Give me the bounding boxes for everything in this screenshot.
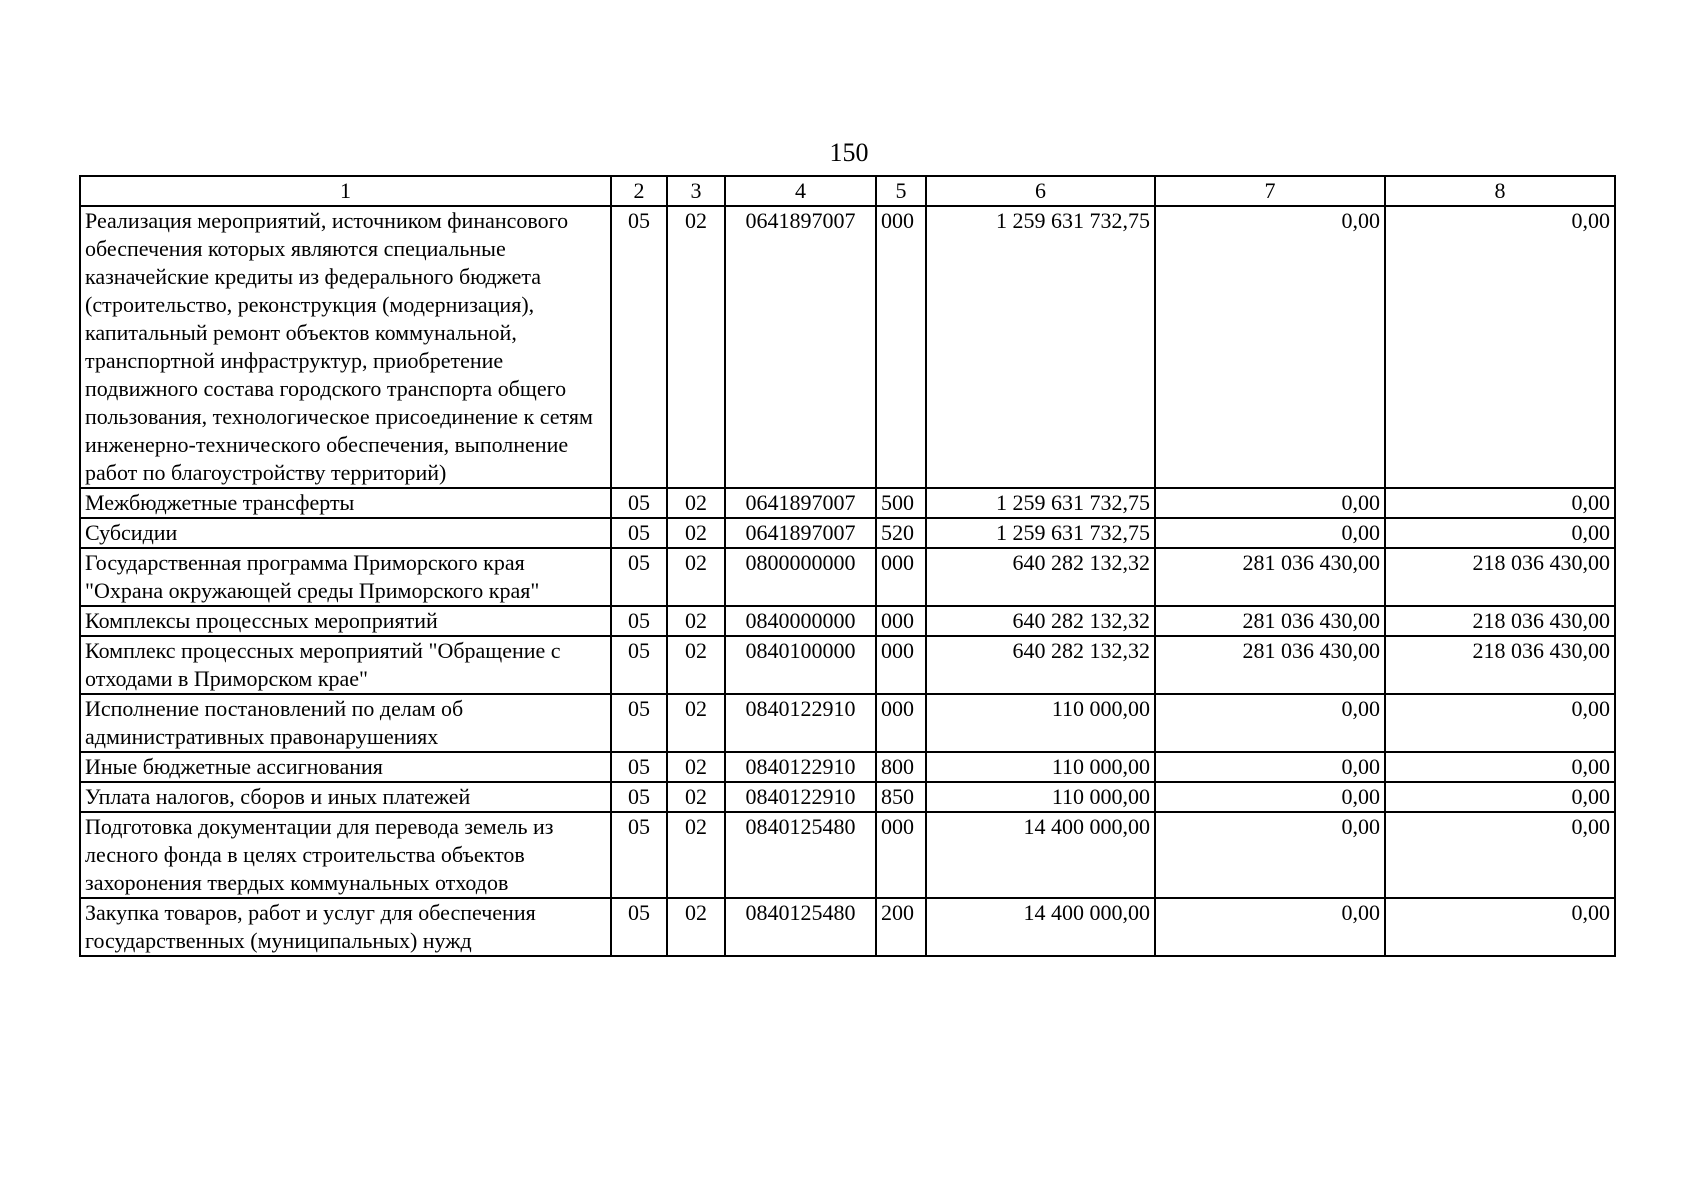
row-expense-type: 000	[876, 548, 926, 606]
row-name: Комплекс процессных мероприятий "Обращение с отходами в Приморском крае"	[80, 636, 611, 694]
row-target-code: 0641897007	[725, 518, 876, 548]
row-target-code: 0840122910	[725, 694, 876, 752]
table-row	[80, 694, 1615, 752]
row-amount-8: 218 036 430,00	[1385, 548, 1615, 606]
row-name: Иные бюджетные ассигнования	[80, 752, 611, 782]
table-row	[80, 782, 1615, 812]
row-subsection: 02	[667, 518, 725, 548]
row-amount-6: 1 259 631 732,75	[926, 518, 1155, 548]
row-target-code: 0840122910	[725, 752, 876, 782]
table-row	[80, 206, 1615, 488]
row-amount-7: 0,00	[1155, 488, 1385, 518]
row-subsection: 02	[667, 606, 725, 636]
row-section: 05	[611, 752, 667, 782]
column-header: 4	[725, 176, 876, 206]
row-target-code: 0840122910	[725, 782, 876, 812]
row-amount-6: 640 282 132,32	[926, 548, 1155, 606]
row-amount-6: 640 282 132,32	[926, 636, 1155, 694]
row-target-code: 0840100000	[725, 636, 876, 694]
row-target-code: 0840125480	[725, 898, 876, 956]
table-row	[80, 488, 1615, 518]
row-expense-type: 800	[876, 752, 926, 782]
row-expense-type: 000	[876, 606, 926, 636]
row-name: Исполнение постановлений по делам об административных правонарушениях	[80, 694, 611, 752]
row-amount-7: 0,00	[1155, 898, 1385, 956]
row-expense-type: 000	[876, 636, 926, 694]
row-expense-type: 000	[876, 206, 926, 488]
row-amount-8: 0,00	[1385, 752, 1615, 782]
row-amount-8: 0,00	[1385, 206, 1615, 488]
row-subsection: 02	[667, 898, 725, 956]
column-header: 1	[80, 176, 611, 206]
row-amount-7: 0,00	[1155, 812, 1385, 898]
row-name: Закупка товаров, работ и услуг для обеспечения государственных (муниципальных) нужд	[80, 898, 611, 956]
row-amount-7: 0,00	[1155, 694, 1385, 752]
row-name: Государственная программа Приморского края "Охрана окружающей среды Приморского края"	[80, 548, 611, 606]
row-amount-6: 110 000,00	[926, 694, 1155, 752]
row-subsection: 02	[667, 548, 725, 606]
row-expense-type: 200	[876, 898, 926, 956]
row-amount-7: 0,00	[1155, 518, 1385, 548]
table-row	[80, 752, 1615, 782]
row-amount-6: 110 000,00	[926, 752, 1155, 782]
row-amount-6: 1 259 631 732,75	[926, 206, 1155, 488]
row-amount-8: 0,00	[1385, 782, 1615, 812]
row-section: 05	[611, 206, 667, 488]
row-amount-8: 0,00	[1385, 694, 1615, 752]
row-amount-7: 0,00	[1155, 782, 1385, 812]
row-name: Межбюджетные трансферты	[80, 488, 611, 518]
row-section: 05	[611, 782, 667, 812]
row-amount-6: 14 400 000,00	[926, 812, 1155, 898]
row-amount-7: 281 036 430,00	[1155, 606, 1385, 636]
row-amount-8: 0,00	[1385, 518, 1615, 548]
row-target-code: 0641897007	[725, 488, 876, 518]
row-subsection: 02	[667, 206, 725, 488]
row-section: 05	[611, 812, 667, 898]
column-header: 7	[1155, 176, 1385, 206]
row-target-code: 0800000000	[725, 548, 876, 606]
column-header: 6	[926, 176, 1155, 206]
row-expense-type: 500	[876, 488, 926, 518]
row-subsection: 02	[667, 812, 725, 898]
row-section: 05	[611, 898, 667, 956]
column-header: 2	[611, 176, 667, 206]
row-section: 05	[611, 518, 667, 548]
table-row	[80, 606, 1615, 636]
row-expense-type: 000	[876, 694, 926, 752]
row-subsection: 02	[667, 782, 725, 812]
row-section: 05	[611, 488, 667, 518]
row-amount-7: 281 036 430,00	[1155, 636, 1385, 694]
row-amount-6: 14 400 000,00	[926, 898, 1155, 956]
row-subsection: 02	[667, 694, 725, 752]
row-section: 05	[611, 548, 667, 606]
row-amount-8: 0,00	[1385, 898, 1615, 956]
row-name: Реализация мероприятий, источником финансового обеспечения которых являются специальные казначейские кредиты из федерального бюджета (строительство, реконструкция (модернизация), капитальный ремонт объектов коммунальной, транспортной инфраструктур, приобретение подвижного состава городского транспорта общего пользования, технологическое присоединение к сетям инженерно-технического обеспечения, выполнение работ по благоустройству территорий)	[80, 206, 611, 488]
row-amount-8: 218 036 430,00	[1385, 636, 1615, 694]
row-amount-8: 0,00	[1385, 812, 1615, 898]
row-name: Субсидии	[80, 518, 611, 548]
table-row	[80, 636, 1615, 694]
row-section: 05	[611, 606, 667, 636]
row-expense-type: 520	[876, 518, 926, 548]
row-section: 05	[611, 636, 667, 694]
row-section: 05	[611, 694, 667, 752]
row-target-code: 0840125480	[725, 812, 876, 898]
row-subsection: 02	[667, 752, 725, 782]
row-amount-6: 640 282 132,32	[926, 606, 1155, 636]
row-target-code: 0840000000	[725, 606, 876, 636]
column-header: 3	[667, 176, 725, 206]
budget-table	[79, 175, 1616, 957]
table-row	[80, 812, 1615, 898]
header-row	[80, 176, 1615, 206]
row-name: Подготовка документации для перевода земель из лесного фонда в целях строительства объектов захоронения твердых коммунальных отходов	[80, 812, 611, 898]
row-amount-7: 0,00	[1155, 206, 1385, 488]
row-name: Уплата налогов, сборов и иных платежей	[80, 782, 611, 812]
table-row	[80, 548, 1615, 606]
row-amount-8: 0,00	[1385, 488, 1615, 518]
row-target-code: 0641897007	[725, 206, 876, 488]
table-row	[80, 518, 1615, 548]
row-amount-7: 281 036 430,00	[1155, 548, 1385, 606]
column-header: 5	[876, 176, 926, 206]
column-header: 8	[1385, 176, 1615, 206]
row-expense-type: 000	[876, 812, 926, 898]
row-amount-8: 218 036 430,00	[1385, 606, 1615, 636]
row-expense-type: 850	[876, 782, 926, 812]
page-number: 150	[829, 138, 869, 167]
row-amount-6: 110 000,00	[926, 782, 1155, 812]
row-amount-6: 1 259 631 732,75	[926, 488, 1155, 518]
row-subsection: 02	[667, 488, 725, 518]
row-amount-7: 0,00	[1155, 752, 1385, 782]
table-row	[80, 898, 1615, 956]
row-subsection: 02	[667, 636, 725, 694]
row-name: Комплексы процессных мероприятий	[80, 606, 611, 636]
